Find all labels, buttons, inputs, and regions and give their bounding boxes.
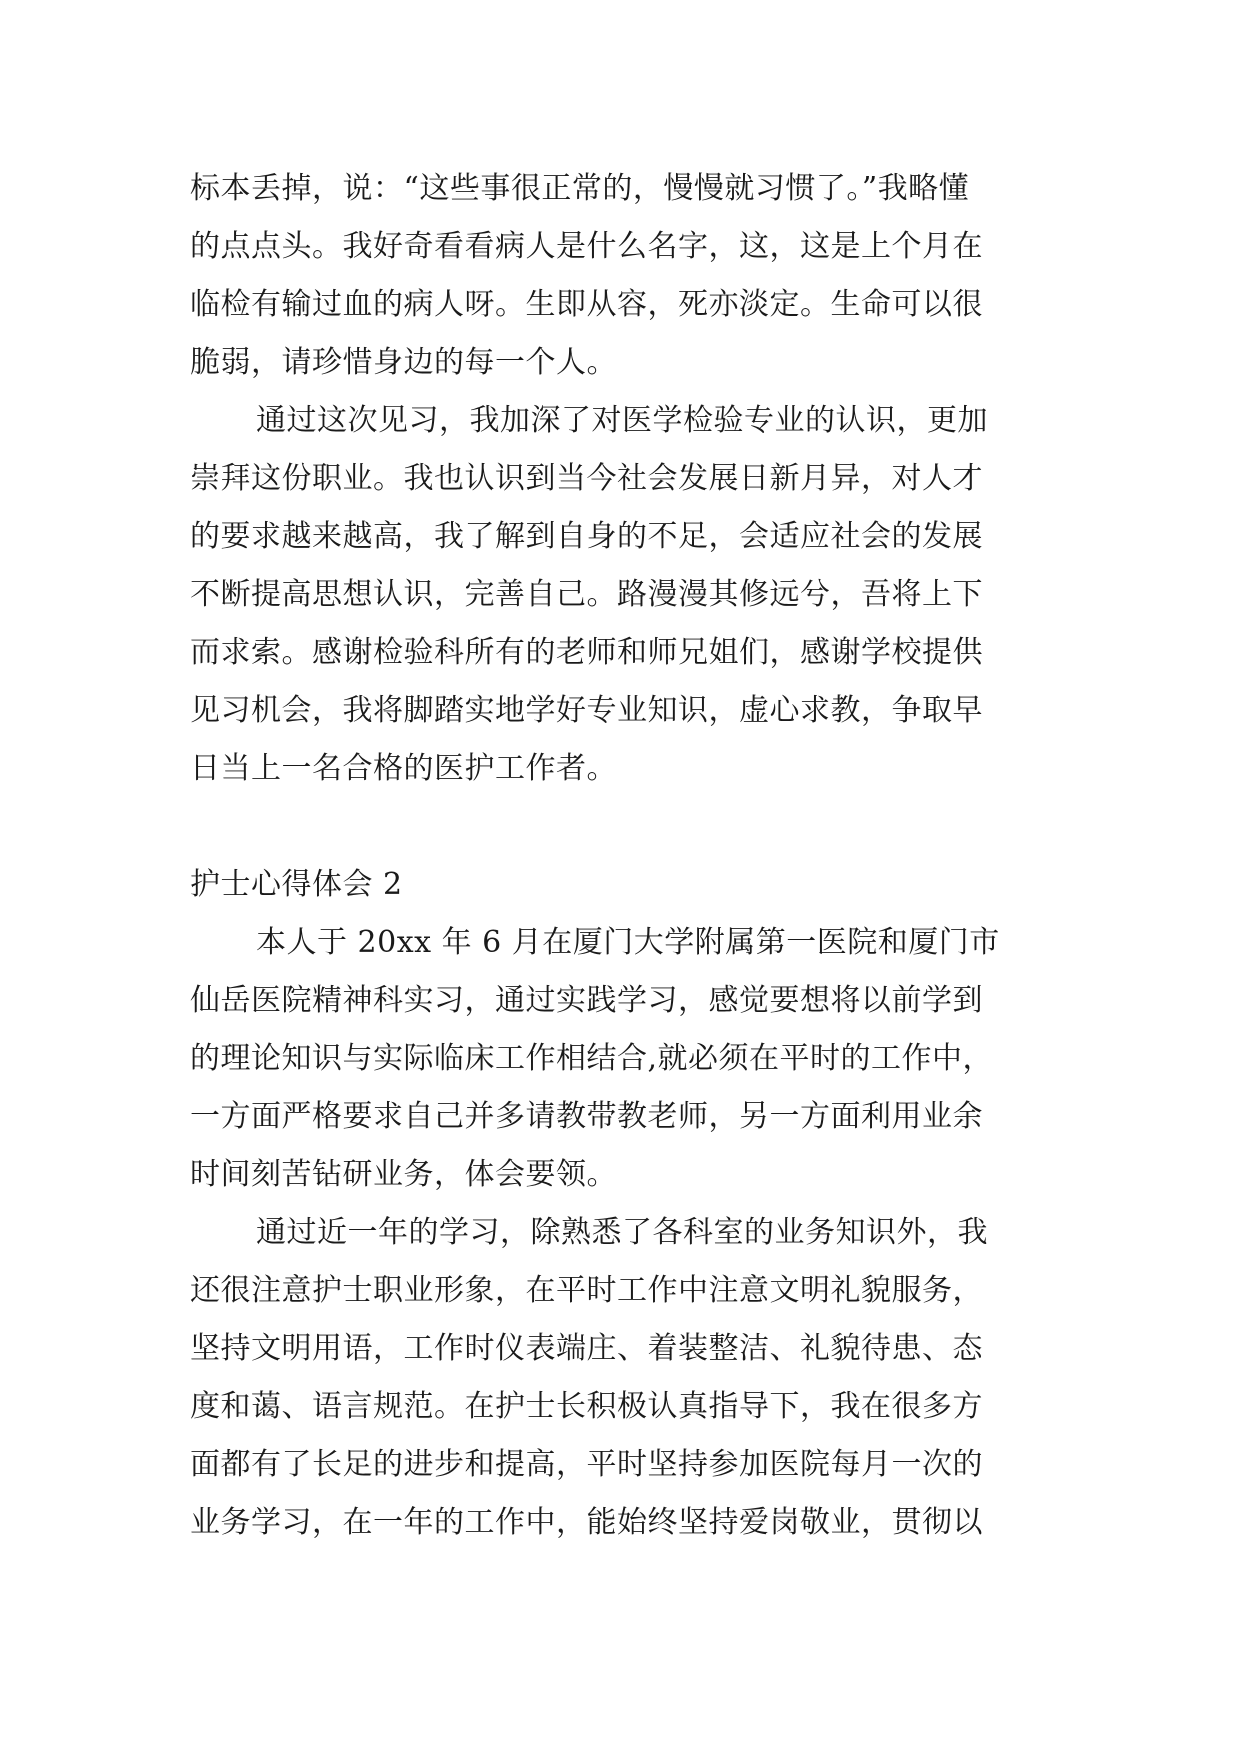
text-line: 业务学习，在一年的工作中，能始终坚持爱岗敬业，贯彻以 — [190, 1505, 983, 1540]
text-line: 不断提高思想认识，完善自己。路漫漫其修远兮，吾将上下 — [190, 577, 983, 612]
text-line: 的理论知识与实际临床工作相结合,就必须在平时的工作中， — [190, 1041, 994, 1076]
text-line: 度和蔼、语言规范。在护士长积极认真指导下，我在很多方 — [190, 1389, 983, 1424]
text-line: 日当上一名合格的医护工作者。 — [190, 751, 617, 786]
text-line: 的点点头。我好奇看看病人是什么名字，这，这是上个月在 — [190, 229, 983, 264]
text-line: 脆弱，请珍惜身边的每一个人。 — [190, 345, 617, 380]
text-line: 本人于 20xx 年 6 月在厦门大学附属第一医院和厦门市 — [256, 925, 1000, 960]
text-line: 而求索。感谢检验科所有的老师和师兄姐们，感谢学校提供 — [190, 635, 983, 670]
text-line: 通过近一年的学习，除熟悉了各科室的业务知识外，我 — [256, 1215, 988, 1250]
text-line: 见习机会，我将脚踏实地学好专业知识，虚心求教，争取早 — [190, 693, 983, 728]
text-line: 还很注意护士职业形象，在平时工作中注意文明礼貌服务， — [190, 1273, 983, 1308]
text-line: 一方面严格要求自己并多请教带教老师，另一方面利用业余 — [190, 1099, 983, 1134]
text-line: 的要求越来越高，我了解到自身的不足，会适应社会的发展 — [190, 519, 983, 554]
text-line: 仙岳医院精神科实习，通过实践学习，感觉要想将以前学到 — [190, 983, 983, 1018]
text-line: 通过这次见习，我加深了对医学检验专业的认识，更加 — [256, 403, 988, 438]
text-line: 标本丢掉，说：“这些事很正常的，慢慢就习惯了。”我略懂 — [190, 171, 970, 206]
text-line: 面都有了长足的进步和提高，平时坚持参加医院每月一次的 — [190, 1447, 983, 1482]
text-line: 时间刻苦钻研业务，体会要领。 — [190, 1157, 617, 1192]
section-heading: 护士心得体会 2 — [190, 867, 403, 902]
text-line: 崇拜这份职业。我也认识到当今社会发展日新月异，对人才 — [190, 461, 983, 496]
text-line: 临检有输过血的病人呀。生即从容，死亦淡定。生命可以很 — [190, 287, 983, 322]
text-line: 坚持文明用语，工作时仪表端庄、着装整洁、礼貌待患、态 — [190, 1331, 983, 1366]
